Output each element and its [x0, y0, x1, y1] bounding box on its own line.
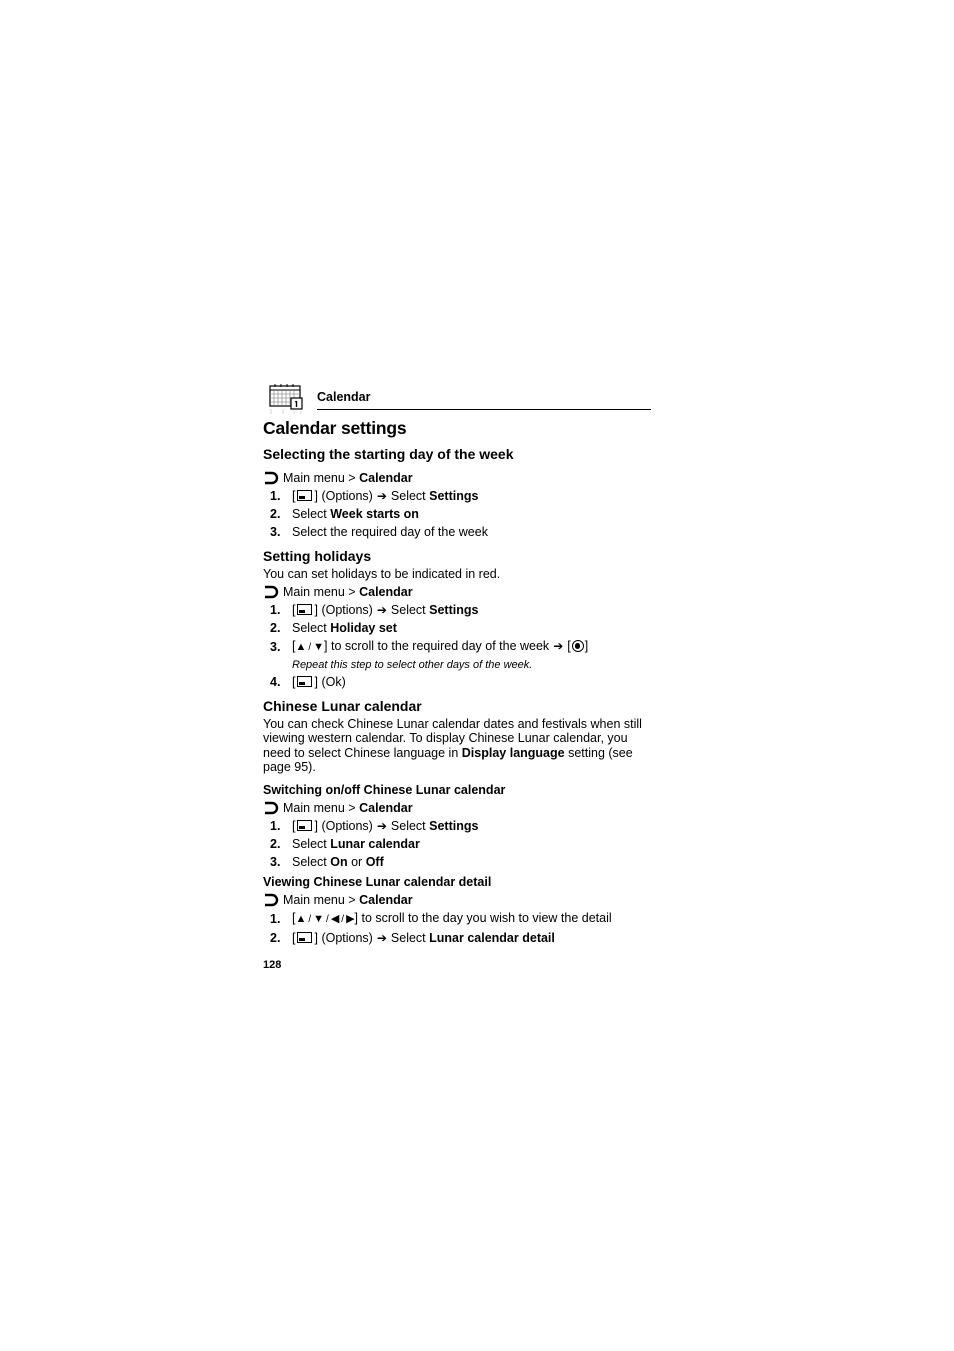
section-header — [263, 382, 651, 416]
step: 3. [▲ / ▼] to scroll to the required day of the week ➔ [ ] — [270, 639, 589, 654]
step: 2. Select Week starts on — [270, 507, 419, 521]
nav-down-icon: ▼ — [313, 912, 325, 925]
soft-key-icon — [297, 676, 312, 687]
menu-path-arrow-icon — [263, 470, 279, 486]
manual-page — [263, 382, 651, 972]
step: 1. [▲ / ▼ / ◀ / ▶] to scroll to the day you wish to view the detail — [270, 910, 612, 926]
step: 4. [ ] (Ok) — [270, 675, 346, 689]
step: 3. Select the required day of the week — [270, 525, 488, 539]
arrow-right-icon: ➔ — [376, 603, 387, 617]
soft-key-icon — [297, 604, 312, 615]
nav-path: Main menu > Calendar — [263, 799, 651, 817]
subheading-switching: Switching on/off Chinese Lunar calendar — [263, 782, 506, 797]
subheading-viewing: Viewing Chinese Lunar calendar detail — [263, 874, 492, 889]
section-heading-lunar: Chinese Lunar calendar — [263, 698, 422, 714]
arrow-right-icon: ➔ — [376, 489, 387, 503]
nav-path: Main menu > Calendar — [263, 891, 651, 909]
nav-up-icon: ▲ — [295, 912, 307, 925]
nav-target: Calendar — [359, 471, 413, 485]
step: 2. Select Holiday set — [270, 621, 397, 635]
arrow-right-icon: ➔ — [376, 930, 387, 945]
nav-path: Main menu > Calendar — [263, 583, 651, 601]
step: 1. [ ] (Options) ➔ Select Settings — [270, 603, 479, 617]
menu-path-arrow-icon — [263, 584, 279, 600]
step: 3. Select On or Off — [270, 854, 384, 869]
nav-left-icon: ◀ — [330, 912, 340, 925]
section-heading-start-day: Selecting the starting day of the week — [263, 446, 514, 462]
step: 2. Select Lunar calendar — [270, 836, 420, 851]
step: 2. [ ] (Options) ➔ Select Lunar calendar detail — [270, 930, 555, 945]
soft-key-icon — [297, 932, 312, 943]
nav-down-icon: ▼ — [313, 641, 325, 653]
step: 1. [ ] (Options) ➔ Select Settings — [270, 818, 479, 833]
holidays-intro: You can set holidays to be indicated in red. — [263, 567, 501, 581]
soft-key-icon — [297, 820, 312, 831]
header-label: Calendar — [317, 390, 371, 404]
step: 1. [ ] (Options) ➔ Select Settings — [270, 489, 479, 503]
soft-key-icon — [297, 490, 312, 501]
page-title: Calendar settings — [263, 418, 407, 438]
nav-right-icon: ▶ — [346, 912, 355, 925]
step-note: Repeat this step to select other days of the week. — [292, 659, 533, 671]
header-divider — [317, 409, 651, 410]
page-number: 128 — [263, 958, 282, 971]
lunar-intro: You can check Chinese Lunar calendar dates and festivals when still viewing western calendar. To display Chinese Lunar calendar, you need to select Chinese language in Display language setting (see page 95). — [263, 717, 642, 775]
center-key-icon — [572, 640, 584, 652]
section-heading-holidays: Setting holidays — [263, 548, 372, 564]
arrow-right-icon: ➔ — [376, 818, 387, 833]
arrow-right-icon: ➔ — [553, 639, 564, 653]
nav-path: Main menu > Calendar — [263, 469, 651, 487]
menu-path-arrow-icon — [263, 892, 279, 908]
calendar-icon — [269, 383, 305, 415]
menu-path-arrow-icon — [263, 800, 279, 816]
nav-up-icon: ▲ — [295, 641, 307, 653]
